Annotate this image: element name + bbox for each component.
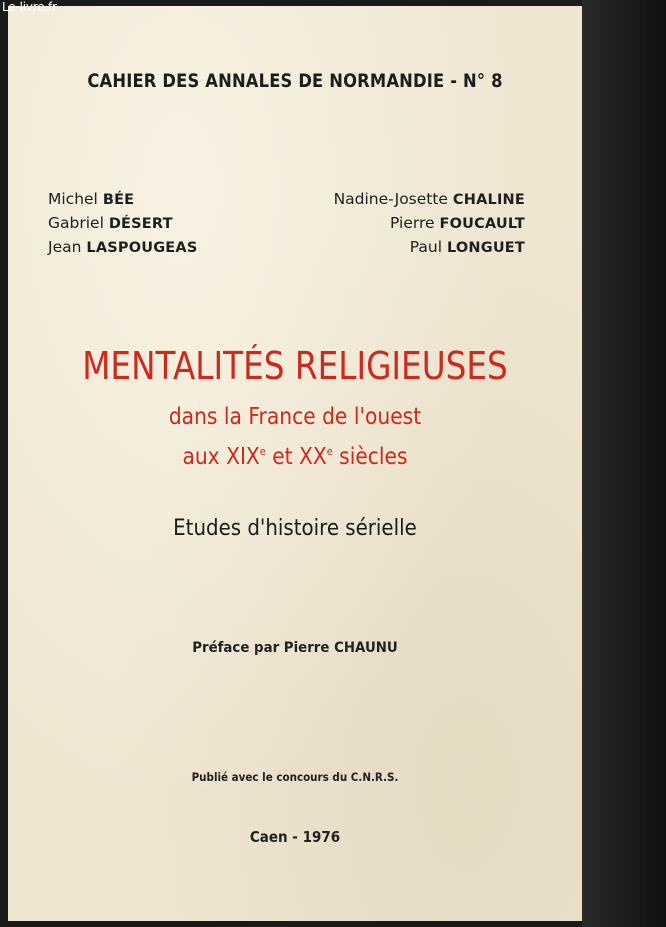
author-last-name: FOUCAULT xyxy=(439,216,525,232)
author xyxy=(48,212,197,236)
preface-credit: Préface par Pierre CHAUNU xyxy=(192,640,398,656)
author xyxy=(334,236,525,260)
author-last-name: CHALINE xyxy=(452,192,525,208)
subtitle-line-1: dans la France de l'ouest xyxy=(168,404,422,430)
author xyxy=(334,188,525,212)
author-first-name: Michel xyxy=(48,190,98,208)
watermark-text: Le-livre.fr xyxy=(2,0,57,14)
author-last-name: DÉSERT xyxy=(108,216,173,232)
publication-note: Publié avec le concours du C.N.R.S. xyxy=(191,770,399,784)
background-shadow xyxy=(582,0,666,927)
author xyxy=(48,188,197,212)
author xyxy=(48,236,197,260)
authors-left-column xyxy=(48,188,197,260)
subtitle-line-2: aux XIXe et XXe siècles xyxy=(182,444,408,470)
place-and-year: Caen - 1976 xyxy=(249,828,341,846)
author-first-name: Pierre xyxy=(390,214,435,232)
author xyxy=(334,212,525,236)
book-cover xyxy=(8,6,582,921)
author-first-name: Gabriel xyxy=(48,214,104,232)
author-first-name: Jean xyxy=(48,238,82,256)
book-title: MENTALITÉS RELIGIEUSES xyxy=(82,344,508,388)
authors-right-column xyxy=(334,188,525,260)
author-first-name: Paul xyxy=(409,238,442,256)
author-last-name: LONGUET xyxy=(446,240,525,256)
series-title: CAHIER DES ANNALES DE NORMANDIE - N° 8 xyxy=(87,70,503,92)
author-last-name: LASPOUGEAS xyxy=(86,240,198,256)
author-first-name: Nadine-Josette xyxy=(333,190,448,208)
secondary-title: Etudes d'histoire sérielle xyxy=(173,516,417,541)
author-last-name: BÉE xyxy=(102,192,135,208)
